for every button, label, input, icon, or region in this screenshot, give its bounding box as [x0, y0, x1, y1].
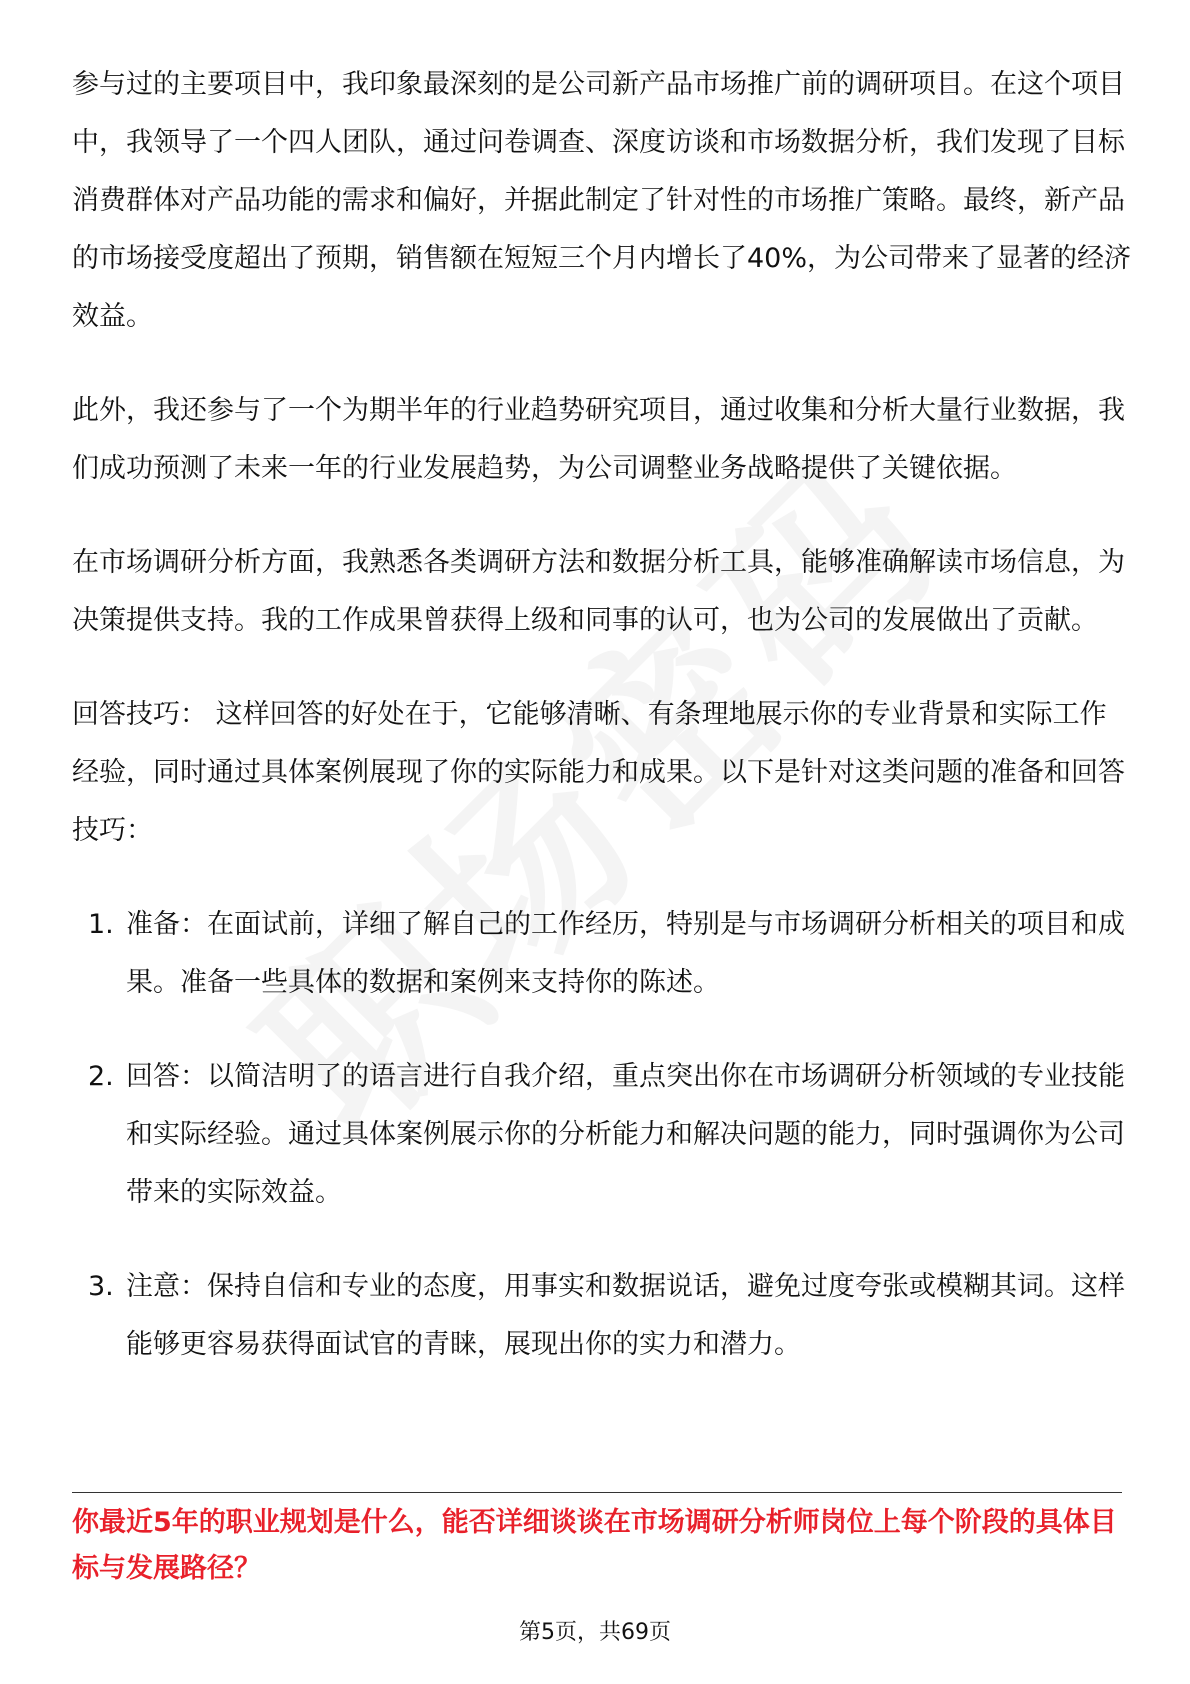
list-item-text: 回答：以简洁明了的语言进行自我介绍，重点突出你在市场调研分析领域的专业技能和实际经验。通过具体案例展示你的分析能力和解决问题的能力，同时强调你为公司带来的实际效益。: [126, 1061, 1125, 1208]
page-number-footer: 第5页，共69页: [519, 1620, 671, 1645]
list-item: [72, 1258, 1132, 1374]
paragraph-skills: 在市场调研分析方面，我熟悉各类调研方法和数据分析工具，能够准确解读市场信息，为决策提供支持。我的工作成果曾获得上级和同事的认可，也为公司的发展做出了贡献。: [72, 547, 1125, 636]
list-item-text: 准备：在面试前，详细了解自己的工作经历，特别是与市场调研分析相关的项目和成果。准备一些具体的数据和案例来支持你的陈述。: [126, 909, 1125, 998]
next-question-heading: 你最近5年的职业规划是什么，能否详细谈谈在市场调研分析师岗位上每个阶段的具体目标与发展路径？: [72, 1507, 1117, 1584]
tips-list: [72, 896, 1132, 1374]
list-item: [72, 1048, 1132, 1222]
document-body: [72, 56, 1132, 1410]
paragraph-answer-tips: 回答技巧： 这样回答的好处在于，它能够清晰、有条理地展示你的专业背景和实际工作经验，同时通过具体案例展现了你的实际能力和成果。以下是针对这类问题的准备和回答技巧：: [72, 699, 1125, 846]
list-item-number: 2.: [88, 1061, 114, 1092]
list-item: [72, 896, 1132, 1012]
section-divider: [72, 1492, 1122, 1493]
list-item-number: 3.: [88, 1271, 114, 1302]
paragraph-project-experience: 参与过的主要项目中，我印象最深刻的是公司新产品市场推广前的调研项目。在这个项目中，我领导了一个四人团队，通过问卷调查、深度访谈和市场数据分析，我们发现了目标消费群体对产品功能的需求和偏好，并据此制定了针对性的市场推广策略。最终，新产品的市场接受度超出了预期，销售额在短短三个月内增长了40%，为公司带来了显著的经济效益。: [72, 69, 1132, 332]
paragraph-industry-research: 此外，我还参与了一个为期半年的行业趋势研究项目，通过收集和分析大量行业数据，我们成功预测了未来一年的行业发展趋势，为公司调整业务战略提供了关键依据。: [72, 395, 1125, 484]
list-item-number: 1.: [88, 909, 114, 940]
list-item-text: 注意：保持自信和专业的态度，用事实和数据说话，避免过度夸张或模糊其词。这样能够更容易获得面试官的青睐，展现出你的实力和潜力。: [126, 1271, 1125, 1360]
